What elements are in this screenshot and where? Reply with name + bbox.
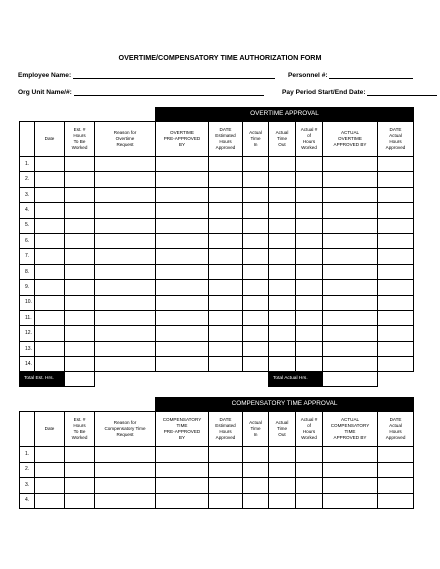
entry-cell[interactable] <box>243 187 269 202</box>
entry-cell[interactable] <box>209 295 243 310</box>
entry-cell[interactable] <box>35 280 65 295</box>
entry-cell[interactable] <box>65 280 95 295</box>
table-row <box>20 357 414 372</box>
personnel-label: Personnel #: <box>288 72 328 79</box>
entry-cell[interactable] <box>323 326 378 341</box>
entry-cell[interactable] <box>156 264 209 279</box>
entry-cell[interactable] <box>65 264 95 279</box>
entry-cell[interactable] <box>95 157 156 172</box>
entry-cell[interactable] <box>378 264 414 279</box>
entry-cell[interactable] <box>296 157 323 172</box>
entry-cell[interactable] <box>156 233 209 248</box>
entry-cell[interactable] <box>323 462 378 478</box>
compensatory-header-row <box>20 412 414 447</box>
entry-cell[interactable] <box>323 493 378 509</box>
entry-cell[interactable] <box>323 203 378 218</box>
entry-cell[interactable] <box>95 233 156 248</box>
entry-cell[interactable] <box>378 478 414 494</box>
table-row <box>20 295 414 310</box>
entry-cell[interactable] <box>65 357 95 372</box>
entry-cell[interactable] <box>296 326 323 341</box>
entry-cell[interactable] <box>35 462 65 478</box>
entry-cell[interactable] <box>269 249 296 264</box>
entry-cell[interactable] <box>378 310 414 325</box>
column-header: Actual Time Out <box>269 122 296 157</box>
entry-cell[interactable] <box>65 447 95 463</box>
column-header: Date <box>35 122 65 157</box>
row-number: 3. <box>20 478 35 494</box>
row-number: 5. <box>20 218 35 233</box>
entry-cell[interactable] <box>65 218 95 233</box>
entry-cell[interactable] <box>323 341 378 356</box>
entry-cell[interactable] <box>378 233 414 248</box>
entry-cell[interactable] <box>296 295 323 310</box>
entry-cell[interactable] <box>156 447 209 463</box>
column-header: Actual # of Hours Worked <box>296 412 323 447</box>
entry-cell[interactable] <box>269 280 296 295</box>
entry-cell[interactable] <box>209 203 243 218</box>
table-row <box>20 187 414 202</box>
entry-cell[interactable] <box>95 462 156 478</box>
entry-cell[interactable] <box>209 478 243 494</box>
entry-cell[interactable] <box>209 357 243 372</box>
entry-cell[interactable] <box>95 493 156 509</box>
entry-cell[interactable] <box>156 478 209 494</box>
row-number: 13. <box>20 341 35 356</box>
entry-cell[interactable] <box>209 157 243 172</box>
entry-cell[interactable] <box>65 203 95 218</box>
entry-cell[interactable] <box>269 341 296 356</box>
entry-cell[interactable] <box>65 187 95 202</box>
entry-cell[interactable] <box>95 478 156 494</box>
table-row <box>20 310 414 325</box>
entry-cell[interactable] <box>269 218 296 233</box>
org-unit-field[interactable] <box>74 88 264 96</box>
entry-cell[interactable] <box>269 187 296 202</box>
entry-cell[interactable] <box>378 357 414 372</box>
column-header: Actual Time In <box>243 412 269 447</box>
entry-cell[interactable] <box>243 295 269 310</box>
entry-cell[interactable] <box>243 447 269 463</box>
entry-cell[interactable] <box>65 493 95 509</box>
employee-name-label: Employee Name: <box>18 72 72 79</box>
column-header: Actual Time In <box>243 122 269 157</box>
entry-cell[interactable] <box>156 172 209 187</box>
column-header: DATE Estimated Hours Approved <box>209 412 243 447</box>
entry-cell[interactable] <box>95 187 156 202</box>
entry-cell[interactable] <box>269 264 296 279</box>
entry-cell[interactable] <box>156 187 209 202</box>
org-unit-line <box>18 88 264 96</box>
entry-cell[interactable] <box>35 295 65 310</box>
entry-cell[interactable] <box>35 493 65 509</box>
row-number: 14. <box>20 357 35 372</box>
total-est-label: Total Est. Hrs. <box>20 372 65 387</box>
entry-cell[interactable] <box>243 462 269 478</box>
entry-cell[interactable] <box>378 157 414 172</box>
row-number: 10. <box>20 295 35 310</box>
compensatory-section-title: COMPENSATORY TIME APPROVAL <box>156 398 414 412</box>
entry-cell[interactable] <box>35 187 65 202</box>
entry-cell[interactable] <box>65 233 95 248</box>
column-header: Reason for Compensatory Time Request <box>95 412 156 447</box>
entry-cell[interactable] <box>209 264 243 279</box>
entry-cell[interactable] <box>35 203 65 218</box>
entry-cell[interactable] <box>243 203 269 218</box>
pay-period-field[interactable] <box>367 88 437 96</box>
entry-cell[interactable] <box>269 172 296 187</box>
entry-cell[interactable] <box>65 478 95 494</box>
column-header: Actual Time Out <box>269 412 296 447</box>
entry-cell[interactable] <box>269 357 296 372</box>
row-number: 11. <box>20 310 35 325</box>
entry-cell[interactable] <box>323 218 378 233</box>
entry-cell[interactable] <box>35 447 65 463</box>
entry-cell[interactable] <box>95 264 156 279</box>
entry-cell[interactable] <box>269 203 296 218</box>
entry-cell[interactable] <box>269 295 296 310</box>
table-row <box>20 478 414 494</box>
entry-cell[interactable] <box>156 341 209 356</box>
entry-cell[interactable] <box>243 172 269 187</box>
entry-cell[interactable] <box>95 203 156 218</box>
blank-cell <box>95 372 269 387</box>
entry-cell[interactable] <box>209 233 243 248</box>
entry-cell[interactable] <box>378 295 414 310</box>
entry-cell[interactable] <box>269 447 296 463</box>
entry-cell[interactable] <box>243 218 269 233</box>
table-row <box>20 249 414 264</box>
entry-cell[interactable] <box>243 341 269 356</box>
entry-cell[interactable] <box>35 478 65 494</box>
total-est-cell[interactable] <box>65 372 95 387</box>
row-number: 6. <box>20 233 35 248</box>
entry-cell[interactable] <box>156 218 209 233</box>
column-header: ACTUAL COMPENSATORY TIME APPROVED BY <box>323 412 378 447</box>
entry-cell[interactable] <box>378 187 414 202</box>
entry-cell[interactable] <box>243 233 269 248</box>
column-header: Actual # of Hours Worked <box>296 122 323 157</box>
entry-cell[interactable] <box>296 462 323 478</box>
entry-cell[interactable] <box>243 478 269 494</box>
entry-cell[interactable] <box>378 218 414 233</box>
entry-cell[interactable] <box>156 357 209 372</box>
entry-cell[interactable] <box>269 462 296 478</box>
entry-cell[interactable] <box>243 249 269 264</box>
header-blank <box>20 412 35 447</box>
entry-cell[interactable] <box>323 187 378 202</box>
entry-cell[interactable] <box>35 326 65 341</box>
entry-cell[interactable] <box>209 172 243 187</box>
entry-cell[interactable] <box>65 310 95 325</box>
entry-cell[interactable] <box>378 280 414 295</box>
entry-cell[interactable] <box>296 493 323 509</box>
total-actual-cell[interactable] <box>323 372 378 387</box>
entry-cell[interactable] <box>323 157 378 172</box>
blank-cell <box>20 108 156 122</box>
entry-cell[interactable] <box>156 295 209 310</box>
entry-cell[interactable] <box>269 493 296 509</box>
table-row <box>20 218 414 233</box>
entry-cell[interactable] <box>243 493 269 509</box>
table-row <box>20 493 414 509</box>
entry-cell[interactable] <box>156 310 209 325</box>
entry-cell[interactable] <box>95 280 156 295</box>
entry-cell[interactable] <box>243 326 269 341</box>
entry-cell[interactable] <box>209 310 243 325</box>
entry-cell[interactable] <box>35 218 65 233</box>
entry-cell[interactable] <box>323 264 378 279</box>
entry-cell[interactable] <box>323 310 378 325</box>
form-title: OVERTIME/COMPENSATORY TIME AUTHORIZATION FORM <box>118 53 322 62</box>
entry-cell[interactable] <box>269 233 296 248</box>
row-number: 4. <box>20 493 35 509</box>
entry-cell[interactable] <box>243 157 269 172</box>
table-row <box>20 326 414 341</box>
entry-cell[interactable] <box>35 233 65 248</box>
table-row <box>20 172 414 187</box>
entry-cell[interactable] <box>296 341 323 356</box>
column-header: OVERTIME PRE-APPROVED BY <box>156 122 209 157</box>
entry-cell[interactable] <box>378 326 414 341</box>
entry-cell[interactable] <box>156 493 209 509</box>
table-row <box>20 157 414 172</box>
employee-line <box>18 71 275 79</box>
entry-cell[interactable] <box>95 295 156 310</box>
entry-cell[interactable] <box>209 493 243 509</box>
entry-cell[interactable] <box>209 187 243 202</box>
column-header: Est. # Hours To Be Worked <box>65 122 95 157</box>
overtime-section-title: OVERTIME APPROVAL <box>156 108 414 122</box>
overtime-total-row <box>20 372 414 387</box>
entry-cell[interactable] <box>209 341 243 356</box>
table-row <box>20 280 414 295</box>
org-unit-label: Org Unit Name/#: <box>18 89 72 96</box>
entry-cell[interactable] <box>35 172 65 187</box>
table-row <box>20 462 414 478</box>
total-actual-label: Total Actual Hrs. <box>269 372 323 387</box>
entry-cell[interactable] <box>156 249 209 264</box>
column-header: Reason for Overtime Request <box>95 122 156 157</box>
personnel-line <box>288 71 413 79</box>
entry-cell[interactable] <box>269 478 296 494</box>
entry-cell[interactable] <box>296 218 323 233</box>
column-header: Date <box>35 412 65 447</box>
entry-cell[interactable] <box>296 249 323 264</box>
entry-cell[interactable] <box>296 264 323 279</box>
entry-cell[interactable] <box>35 357 65 372</box>
entry-cell[interactable] <box>156 157 209 172</box>
table-row <box>20 233 414 248</box>
column-header: COMPENSATORY TIME PRE-APPROVED BY <box>156 412 209 447</box>
entry-cell[interactable] <box>323 249 378 264</box>
row-number: 8. <box>20 264 35 279</box>
entry-cell[interactable] <box>156 203 209 218</box>
table-row <box>20 264 414 279</box>
entry-cell[interactable] <box>209 447 243 463</box>
entry-cell[interactable] <box>95 172 156 187</box>
entry-cell[interactable] <box>65 249 95 264</box>
entry-cell[interactable] <box>378 172 414 187</box>
entry-cell[interactable] <box>65 295 95 310</box>
entry-cell[interactable] <box>95 447 156 463</box>
row-number: 12. <box>20 326 35 341</box>
overtime-table <box>19 107 414 387</box>
row-number: 2. <box>20 172 35 187</box>
pay-period-line <box>282 88 437 96</box>
blank-cell <box>20 398 156 412</box>
blank-cell <box>378 372 414 387</box>
entry-cell[interactable] <box>269 326 296 341</box>
entry-cell[interactable] <box>95 357 156 372</box>
entry-cell[interactable] <box>323 357 378 372</box>
overtime-header-row <box>20 122 414 157</box>
entry-cell[interactable] <box>296 280 323 295</box>
entry-cell[interactable] <box>378 341 414 356</box>
table-row <box>20 447 414 463</box>
entry-cell[interactable] <box>296 233 323 248</box>
compensatory-table <box>19 397 414 509</box>
entry-cell[interactable] <box>378 493 414 509</box>
entry-cell[interactable] <box>65 172 95 187</box>
entry-cell[interactable] <box>296 187 323 202</box>
entry-cell[interactable] <box>209 249 243 264</box>
entry-cell[interactable] <box>35 310 65 325</box>
entry-cell[interactable] <box>209 326 243 341</box>
row-number: 1. <box>20 157 35 172</box>
entry-cell[interactable] <box>65 341 95 356</box>
entry-cell[interactable] <box>209 218 243 233</box>
column-header: ACTUAL OVERTIME APPROVED BY <box>323 122 378 157</box>
entry-cell[interactable] <box>269 310 296 325</box>
entry-cell[interactable] <box>296 357 323 372</box>
row-number: 4. <box>20 203 35 218</box>
entry-cell[interactable] <box>35 341 65 356</box>
table-row <box>20 203 414 218</box>
entry-cell[interactable] <box>95 326 156 341</box>
entry-cell[interactable] <box>156 462 209 478</box>
entry-cell[interactable] <box>35 157 65 172</box>
entry-cell[interactable] <box>323 233 378 248</box>
table-row <box>20 341 414 356</box>
entry-cell[interactable] <box>243 310 269 325</box>
row-number: 7. <box>20 249 35 264</box>
entry-cell[interactable] <box>243 264 269 279</box>
entry-cell[interactable] <box>243 280 269 295</box>
entry-cell[interactable] <box>378 447 414 463</box>
entry-cell[interactable] <box>209 280 243 295</box>
header-blank <box>20 122 35 157</box>
column-header: DATE Estimated Hours Approved <box>209 122 243 157</box>
column-header: Est. # Hours To Be Worked <box>65 412 95 447</box>
entry-cell[interactable] <box>35 264 65 279</box>
entry-cell[interactable] <box>243 357 269 372</box>
entry-cell[interactable] <box>378 462 414 478</box>
entry-cell[interactable] <box>65 157 95 172</box>
entry-cell[interactable] <box>323 295 378 310</box>
entry-cell[interactable] <box>378 203 414 218</box>
entry-cell[interactable] <box>323 478 378 494</box>
entry-cell[interactable] <box>378 249 414 264</box>
entry-cell[interactable] <box>296 203 323 218</box>
row-number: 9. <box>20 280 35 295</box>
personnel-field[interactable] <box>329 71 413 79</box>
entry-cell[interactable] <box>323 280 378 295</box>
entry-cell[interactable] <box>269 157 296 172</box>
column-header: DATE Actual Hours Approved <box>378 412 414 447</box>
pay-period-label: Pay Period Start/End Date: <box>282 89 366 96</box>
row-number: 1. <box>20 447 35 463</box>
entry-cell[interactable] <box>296 447 323 463</box>
entry-cell[interactable] <box>296 478 323 494</box>
entry-cell[interactable] <box>323 447 378 463</box>
entry-cell[interactable] <box>65 462 95 478</box>
entry-cell[interactable] <box>95 249 156 264</box>
entry-cell[interactable] <box>156 280 209 295</box>
entry-cell[interactable] <box>95 218 156 233</box>
entry-cell[interactable] <box>65 326 95 341</box>
entry-cell[interactable] <box>209 462 243 478</box>
employee-name-field[interactable] <box>73 71 275 79</box>
entry-cell[interactable] <box>296 172 323 187</box>
column-header: DATE Actual Hours Approved <box>378 122 414 157</box>
row-number: 3. <box>20 187 35 202</box>
entry-cell[interactable] <box>35 249 65 264</box>
row-number: 2. <box>20 462 35 478</box>
entry-cell[interactable] <box>156 326 209 341</box>
entry-cell[interactable] <box>95 310 156 325</box>
entry-cell[interactable] <box>296 310 323 325</box>
entry-cell[interactable] <box>95 341 156 356</box>
entry-cell[interactable] <box>323 172 378 187</box>
